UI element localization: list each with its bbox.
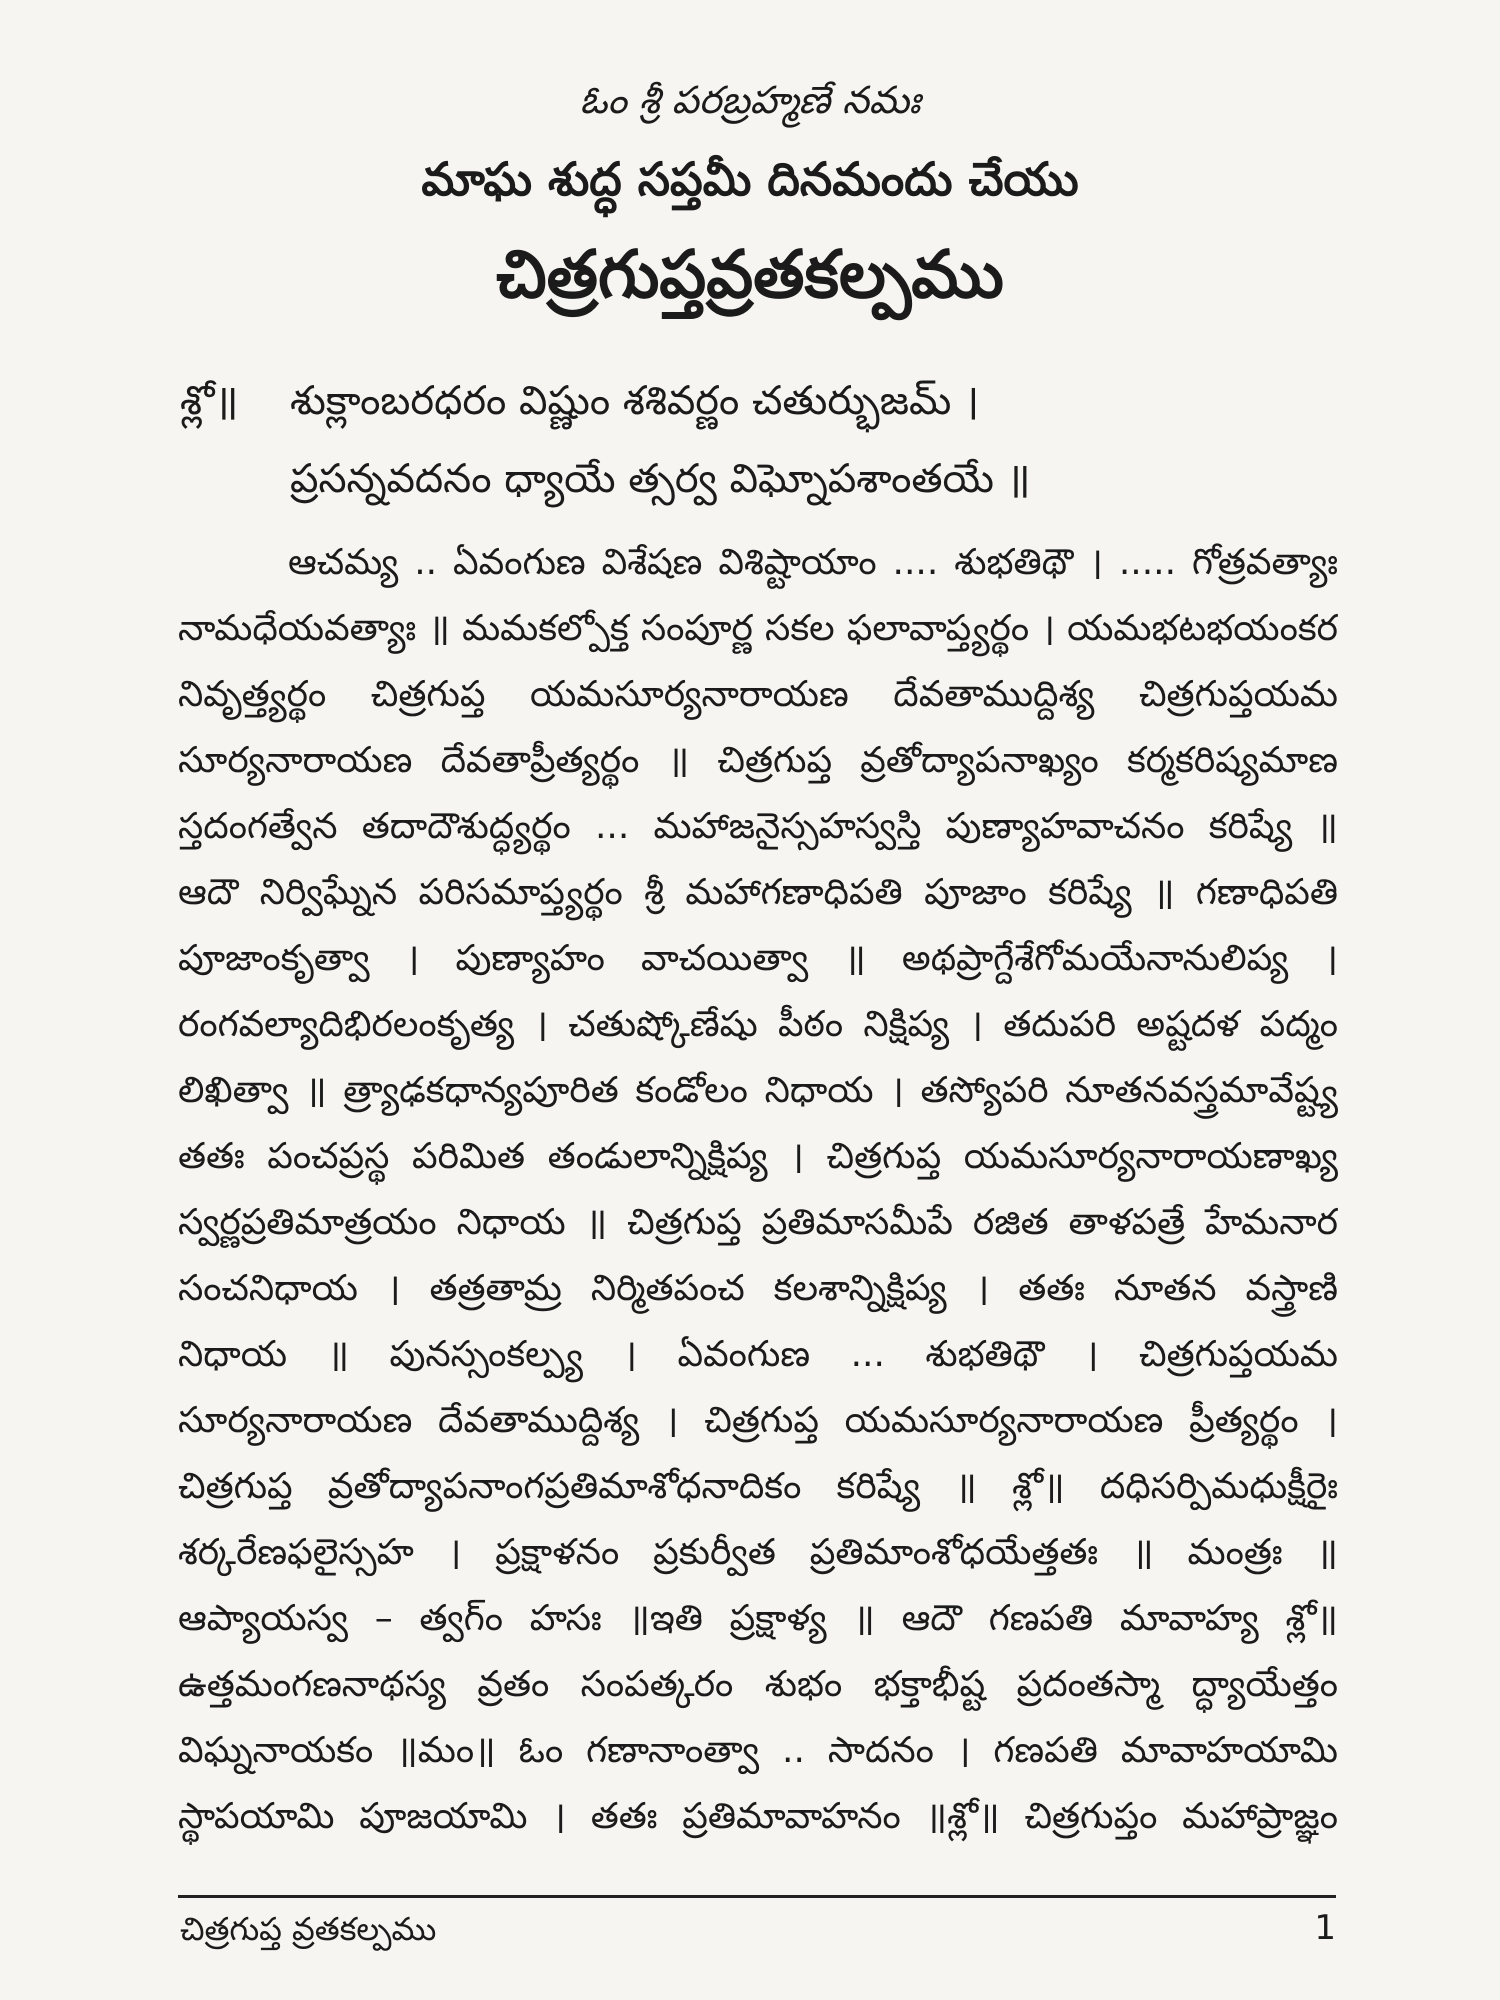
body-line: ఆదౌ నిర్విఘ్నేన పరిసమాప్త్యర్థం శ్రీ మహాగణాధిపతి పూజాం కరిష్యే ॥ గణాధిపతి xyxy=(178,872,1338,913)
page-title: చిత్రగుప్తవ్రతకల్పము xyxy=(496,236,1004,313)
body-line: స్థాపయామి పూజయామి । తతః ప్రతిమావాహనం ॥శ్లో॥ చిత్రగుప్తం మహాప్రాజ్ఞం xyxy=(178,1796,1338,1837)
body-line: రంగవల్యాదిభిరలంకృత్య । చతుష్కోణేషు పీఠం నిక్షిప్య । తదుపరి అష్టదళ పద్మం xyxy=(178,1004,1338,1045)
body-line: శర్కరేణఫలైస్సహ । ప్రక్షాళనం ప్రకుర్వీత ప్రతిమాంశోధయేత్తతః ॥ మంత్రః ॥ xyxy=(178,1532,1338,1573)
body-line: సూర్యనారాయణ దేవతాప్రీత్యర్థం ॥ చిత్రగుప్త వ్రతోద్యాపనాఖ్యం కర్మకరిష్యమాణ xyxy=(178,740,1338,781)
body-line: నిధాయ ॥ పునస్సంకల్ప్య । ఏవంగుణ ... శుభతిథౌ । చిత్రగుప్తయమ xyxy=(178,1334,1338,1375)
body-line: లిఖిత్వా ॥ త్ర్యాఢకధాన్యపూరిత కండోలం నిధాయ । తస్యోపరి నూతనవస్త్రమావేష్ట్య xyxy=(178,1070,1338,1111)
invocation-line: ఓం శ్రీ పరబ్రహ్మణే నమః xyxy=(579,78,921,122)
body-line: ఉత్తమంగణనాథస్య వ్రతం సంపత్కరం శుభం భక్తాభీష్ట ప్రదంతస్మా ద్ధ్యాయేత్తం xyxy=(178,1664,1338,1705)
subtitle: మాఘ శుద్ధ సప్తమీ దినమందు చేయు xyxy=(421,152,1079,206)
footer-divider xyxy=(178,1895,1336,1898)
body-line: నివృత్త్యర్థం చిత్రగుప్త యమసూర్యనారాయణ దేవతాముద్దిశ్య చిత్రగుప్తయమ xyxy=(178,674,1338,715)
body-line: సంచనిధాయ । తత్రతామ్ర నిర్మితపంచ కలశాన్నిక్షిప్య । తతః నూతన వస్త్రాణి xyxy=(178,1268,1338,1309)
page-number: 1 xyxy=(1314,1908,1336,1948)
body-line: పూజాంకృత్వా । పుణ్యాహం వాచయిత్వా ॥ అథప్రాగ్దేశేగోమయేనానులిప్య । xyxy=(178,938,1338,979)
sloka-mark: శ్లో॥ xyxy=(180,378,239,424)
body-line: నామధేయవత్యాః ॥ మమకల్పోక్త సంపూర్ణ సకల ఫలావాప్త్యర్థం । యమభటభయంకర xyxy=(178,608,1338,649)
body-line: ఆచమ్య .. ఏవంగుణ విశేషణ విశిష్టాయాం .... శుభతిథౌ । ..... గోత్రవత్యాః xyxy=(288,542,1338,583)
body-text xyxy=(178,530,1338,1850)
body-line: చిత్రగుప్త వ్రతోద్యాపనాంగప్రతిమాశోధనాదికం కరిష్యే ॥ శ్లో॥ దధిసర్పిమధుక్షీరైః xyxy=(178,1466,1338,1507)
opening-sloka xyxy=(180,362,1360,518)
sloka-line: శుక్లాంబరధరం విష్ణుం శశివర్ణం చతుర్భుజమ్ । xyxy=(290,378,980,424)
body-line: స్తదంగత్వేన తదాదౌశుద్ధ్యర్థం ... మహాజనైస్సహస్వస్తి పుణ్యాహవాచనం కరిష్యే ॥ xyxy=(178,806,1338,847)
body-line: విఘ్ననాయకం ॥మం॥ ఓం గణానాంత్వా .. సాదనం । గణపతి మావాహయామి xyxy=(178,1730,1338,1771)
footer-title: చిత్రగుప్త వ్రతకల్పము xyxy=(180,1910,437,1948)
sloka-line: ప్రసన్నవదనం ధ్యాయే త్సర్వ విఘ్నోపశాంతయే ॥ xyxy=(290,456,1031,502)
body-line: సూర్యనారాయణ దేవతాముద్దిశ్య । చిత్రగుప్త యమసూర్యనారాయణ ప్రీత్యర్థం । xyxy=(178,1400,1338,1441)
body-line: తతః పంచప్రస్థ పరిమిత తండులాన్నిక్షిప్య । చిత్రగుప్త యమసూర్యనారాయణాఖ్య xyxy=(178,1136,1338,1177)
body-line: ఆప్యాయస్వ – త్వగ్ం హసః ॥ఇతి ప్రక్షాళ్య ॥ ఆదౌ గణపతి మావాహ్య శ్లో॥ xyxy=(178,1598,1338,1639)
sloka-verse xyxy=(290,362,1031,518)
body-line: స్వర్ణప్రతిమాత్రయం నిధాయ ॥ చిత్రగుప్త ప్రతిమాసమీపే రజిత తాళపత్రే హేమనార xyxy=(178,1202,1338,1243)
